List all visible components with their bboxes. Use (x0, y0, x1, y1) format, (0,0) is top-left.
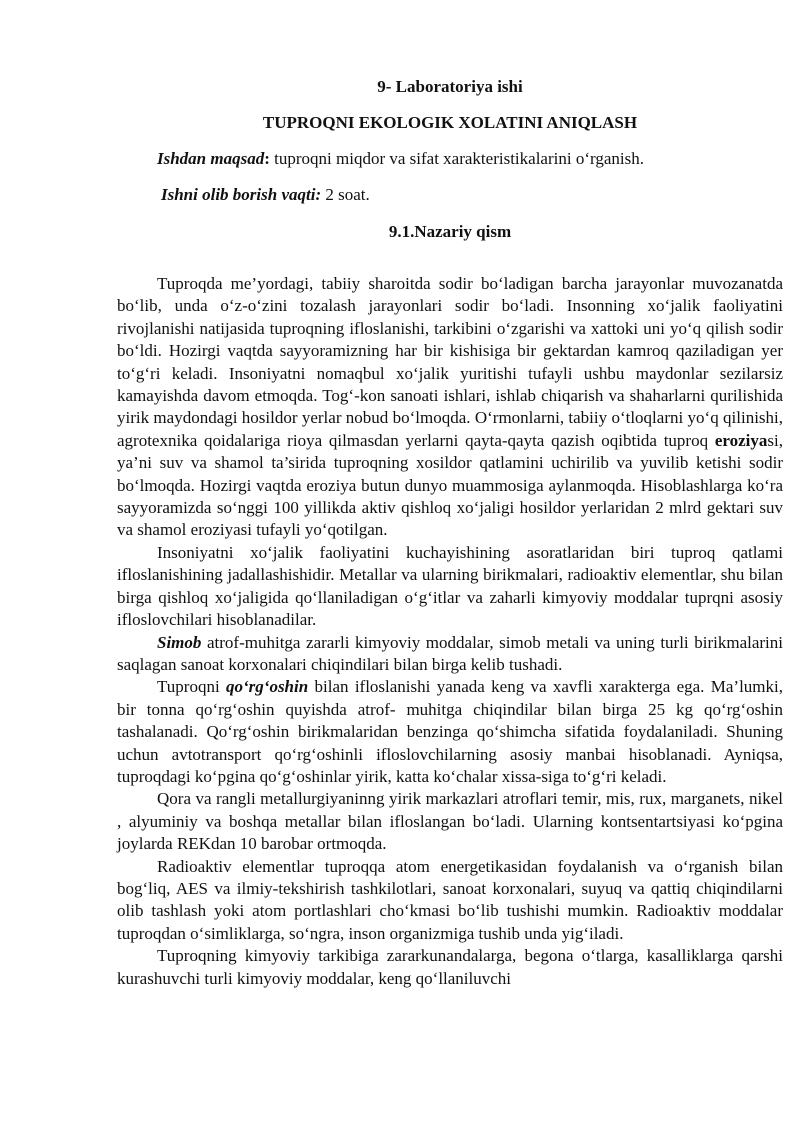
time-text: 2 soat. (321, 185, 370, 204)
paragraph-7: Tuproqning kimyoviy tarkibiga zararkunandalarga, begona o‘tlarga, kasalliklarga qarshi kurashuvchi turli kimyoviy moddalar, keng qo‘llaniluvchi (117, 946, 783, 988)
paragraph-6: Radioaktiv elementlar tuproqqa atom energetikasidan foydalanish va o‘rganish bilan bog‘liq, AES va ilmiy-tekshirish tashkilotlari, sanoat korxonalari, suyuq va qattiq chiqindilarni olib tashlash yoki atom portlashlari cho‘kmasi bo‘lib tushishi mumkin. Radioaktiv moddalar tuproqdan o‘simliklarga, so‘ngra, inson organizmiga tushib unda yig‘iladi. (117, 856, 783, 943)
paragraph-3 (117, 632, 783, 677)
time-label: Ishni olib borish vaqti: (161, 185, 322, 204)
document-page (117, 74, 783, 990)
paragraph-4 (117, 676, 783, 788)
paragraph-5: Qora va rangli metallurgiyaninng yirik markazlari atroflari temir, mis, rux, marganets, nikel , alyuminiy va boshqa metallar bilan ifloslangan bo‘ladi. Ularning kontsentartsiyasi ko‘pgina joylarda REKdan 10 barobar ortmoqda. (117, 789, 783, 854)
time-line (161, 182, 783, 208)
aim-text: tuproqni miqdor va sifat xarakteristikalarini o‘rganish. (269, 149, 644, 168)
paragraph-4-bold: qo‘rg‘oshin (226, 677, 309, 697)
body-text (117, 273, 783, 990)
paragraph-1-part-a: Tuproqda me’yordagi, tabiiy sharoitda sodir bo‘ladigan barcha jarayonlar muvozanatda bo‘lib, unda o‘z-o‘zini tozalash jarayonlari sodir bo‘ladi. Insonning xo‘jalik faoliyatini rivojlanishi natijasida tuproqning ifloslanishi, tarkibini o‘zgarishi va xattoki uni yo‘q qilish sodir bo‘ldi. Hozirgi vaqtda sayyoramizning har bir kishisiga bir gektardan kamroq qaziladigan yer to‘g‘ri keladi. Insoniyatni nomaqbul xo‘jalik yuritishi tufayli ushbu maydonlar sezilarsiz kamayishda davom etmoqda. Tog‘-kon sanoati ishlari, ishlab chiqarish va shaharlarni qurilishida yirik maydondagi hosildor yerlar nobud bo‘lmoqda. O‘rmonlarni, tabiiy o‘tloqlarni yo‘q qilinishi, agrotexnika qoidalariga rioya qilmasdan yerlarni qayta-qayta qazish oqibtida tuproq (117, 274, 783, 450)
paragraph-3-text: atrof-muhitga zararli kimyoviy moddalar, simob metali va uning turli birikmalarini saqlagan sanoat korxonalari chiqindilari bilan birga kelib tushadi. (117, 632, 783, 674)
paragraph-1-part-b: si, ya’ni suv va shamol ta’sirida tuproqning xosildor qatlamini uchirilib va yuvilib ketishi sodir bo‘lmoqda. Hozirgi vaqtda eroziya butun dunyo muammosiga aylanmoqda. Hisoblashlarga ko‘ra sayyoramizda so‘nggi 100 yillikda aktiv qishloq xo‘jaligi hosildor yerlaridan 2 mlrd gektari suv va shamol eroziyasi tufayli yo‘qotilgan. (117, 430, 783, 540)
paragraph-1 (117, 273, 783, 542)
paragraph-4-part-b: bilan ifloslanishi yanada keng va xavfli xarakterga ega. Ma’lumki, bir tonna qo‘rg‘oshin quyishda atrof- muhitga chiqindilar bilan birga 25 kg qo‘rg‘oshin tashalanadi. Qo‘rg‘oshin birikmalaridan benzinga qo‘shimcha sifatida foydalaniladi. Shuning uchun avtotransport qo‘rg‘oshinli ifloslovchilarning asosiy manbai hisoblanadi. Ayniqsa, tuproqdagi ko‘pgina qo‘g‘oshinlar yirik, katta ko‘chalar xissa-siga to‘g‘ri keladi. (117, 677, 783, 786)
aim-label: Ishdan maqsad (157, 149, 265, 168)
paragraph-4-part-a: Tuproqni (157, 677, 226, 697)
paragraph-3-bold: Simob (157, 632, 202, 652)
section-title: 9.1.Nazariy qism (388, 222, 512, 241)
paragraph-2: Insoniyatni xo‘jalik faoliyatini kuchayishining asoratlaridan biri tuproq qatlami ifloslanishining jadallashishidir. Metallar va ularning birikmalari, radioaktiv elementlar, shu bilan birga qishloq xo‘jaligida qo‘llaniladigan o‘g‘itlar va zaharli kimyoviy moddalar tuprqni asosiy ifloslovchilari hisoblanadilar. (117, 542, 783, 630)
paragraph-1-bold: eroziya (714, 430, 768, 450)
aim-line (157, 146, 783, 172)
topic-title: TUPROQNI EKOLOGIK XOLATINI ANIQLASH (262, 113, 638, 132)
aim-colon: : (264, 149, 270, 168)
lab-title: 9- Laboratoriya ishi (377, 77, 523, 96)
